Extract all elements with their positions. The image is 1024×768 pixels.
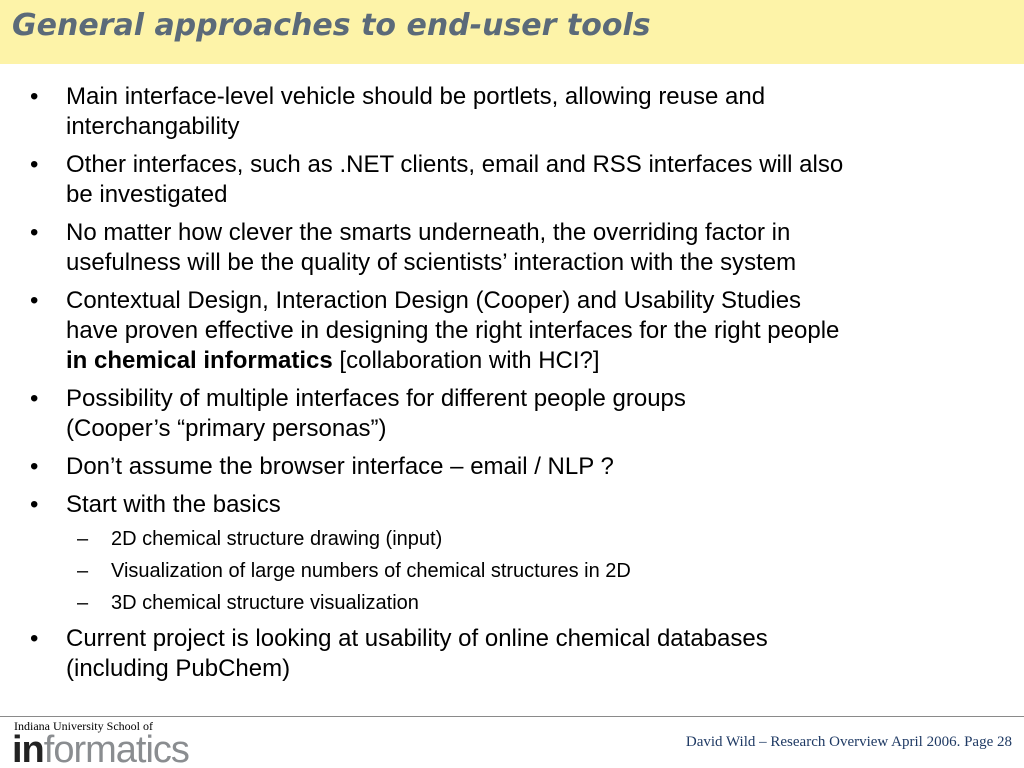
- bullet-text: Don’t assume the browser interface – email / NLP ?: [66, 453, 614, 480]
- bullet-text: Contextual Design, Interaction Design (Cooper) and Usability Studies: [66, 287, 802, 314]
- sub-bullet-text: 2D chemical structure drawing (input): [111, 528, 443, 550]
- bullet-text: (Cooper’s “primary personas”): [66, 415, 387, 442]
- sub-bullet-item: [30, 558, 1005, 584]
- bullet-item: [30, 218, 1005, 278]
- sub-bullet-text: Visualization of large numbers of chemical structures in 2D: [111, 560, 631, 582]
- slide-title: General approaches to end-user tools: [12, 8, 651, 43]
- informatics-logo: [12, 728, 189, 768]
- bold-emphasis: in chemical informatics: [66, 347, 333, 374]
- bullet-text-line: [66, 346, 1005, 376]
- bullet-list: [30, 82, 1005, 692]
- bullet-item: [30, 82, 1005, 142]
- sub-bullet-text: 3D chemical structure visualization: [111, 592, 419, 614]
- dash-marker: –: [77, 560, 89, 582]
- dash-marker: –: [77, 528, 89, 550]
- bullet-text: (including PubChem): [66, 655, 291, 682]
- bullet-marker: •: [30, 385, 39, 412]
- sub-bullet-item: [30, 526, 1005, 552]
- logo-part-in: in: [12, 729, 44, 768]
- bullet-text: be investigated: [66, 181, 228, 208]
- logo-part-formatics: formatics: [43, 729, 189, 768]
- bullet-text: interchangability: [66, 113, 240, 140]
- footer-credit: David Wild – Research Overview April 2006. Page 28: [685, 734, 1012, 750]
- dash-marker: –: [77, 592, 89, 614]
- bullet-marker: •: [30, 83, 39, 110]
- bullet-text: Start with the basics: [66, 491, 281, 518]
- bullet-text: have proven effective in designing the right interfaces for the right people: [66, 317, 840, 344]
- bullet-item: [30, 150, 1005, 210]
- bullet-item: [30, 624, 1005, 684]
- school-name: Indiana University School of: [14, 719, 153, 733]
- bullet-item: [30, 286, 1005, 376]
- bullet-text: No matter how clever the smarts underneath, the overriding factor in: [66, 219, 791, 246]
- bullet-text: Other interfaces, such as .NET clients, email and RSS interfaces will also: [66, 151, 844, 178]
- bullet-marker: •: [30, 151, 39, 178]
- bullet-marker: •: [30, 625, 39, 652]
- bullet-text: [collaboration with HCI?]: [332, 347, 600, 374]
- bullet-marker: •: [30, 219, 39, 246]
- bullet-item: [30, 490, 1005, 520]
- bullet-marker: •: [30, 453, 39, 480]
- footer-divider: [0, 716, 1024, 717]
- bullet-marker: •: [30, 287, 39, 314]
- bullet-text: usefulness will be the quality of scientists’ interaction with the system: [66, 249, 797, 276]
- bullet-text: Possibility of multiple interfaces for different people groups: [66, 385, 686, 412]
- bullet-text: Main interface-level vehicle should be portlets, allowing reuse and: [66, 83, 766, 110]
- bullet-text: Current project is looking at usability of online chemical databases: [66, 625, 768, 652]
- bullet-item: [30, 452, 1005, 482]
- bullet-marker: •: [30, 491, 39, 518]
- bullet-item: [30, 384, 1005, 444]
- sub-bullet-item: [30, 590, 1005, 616]
- title-bar: [0, 0, 1024, 64]
